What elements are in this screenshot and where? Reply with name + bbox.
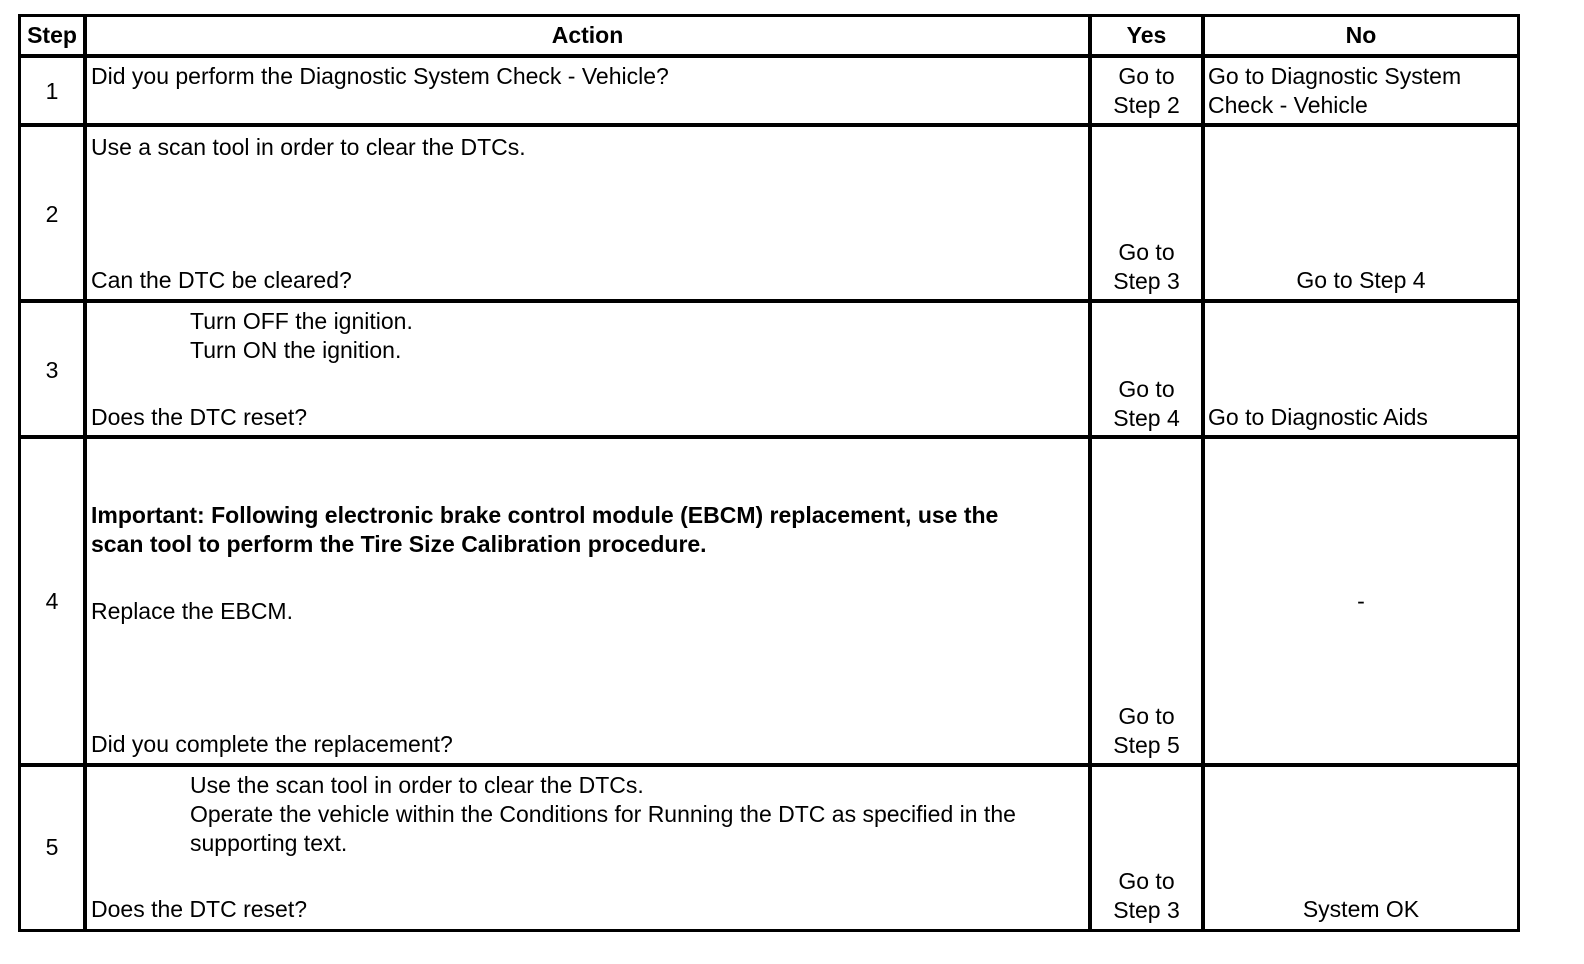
yes-cell <box>1092 238 1201 296</box>
yes-line: Step 5 <box>1113 732 1180 758</box>
header-yes: Yes <box>1126 22 1167 48</box>
header-step: Step <box>27 22 77 48</box>
yes-line: Step 2 <box>1113 92 1180 118</box>
column-divider-action <box>1088 17 1092 929</box>
action-question: Does the DTC reset? <box>91 896 308 922</box>
yes-line: Go to <box>1118 703 1175 729</box>
step-number: 5 <box>45 834 59 860</box>
yes-cell <box>1092 375 1201 433</box>
no-cell <box>1208 62 1461 120</box>
step-number: 4 <box>45 588 59 614</box>
yes-line: Step 3 <box>1113 897 1180 923</box>
yes-line: Go to <box>1118 239 1175 265</box>
no-line: System OK <box>1302 896 1420 922</box>
action-question: Can the DTC be cleared? <box>91 267 352 293</box>
action-steps <box>190 771 1016 858</box>
row-divider-1 <box>21 123 1517 127</box>
important-note <box>91 501 998 559</box>
yes-cell <box>1092 62 1201 120</box>
step-number: 1 <box>45 78 59 104</box>
column-divider-yes <box>1201 17 1205 929</box>
yes-line: Go to <box>1118 63 1175 89</box>
action-instruction: Use a scan tool in order to clear the DTCs. <box>91 134 526 160</box>
row-divider-2 <box>21 299 1517 303</box>
step-number: 3 <box>45 357 59 383</box>
no-line: - <box>1357 588 1365 614</box>
diagnostic-table <box>18 14 1520 932</box>
action-step-line: Operate the vehicle within the Conditions for Running the DTC as specified in the <box>190 801 1016 827</box>
step-number: 2 <box>45 201 59 227</box>
header-action: Action <box>551 22 624 48</box>
no-line: Go to Diagnostic System <box>1208 63 1462 89</box>
yes-cell <box>1092 702 1201 760</box>
action-step-line: Turn OFF the ignition. <box>190 308 413 334</box>
no-line: Go to Step 4 <box>1296 267 1426 293</box>
action-instruction: Replace the EBCM. <box>91 598 293 624</box>
no-line: Check - Vehicle <box>1208 92 1368 118</box>
header-no: No <box>1345 22 1377 48</box>
yes-cell <box>1092 867 1201 925</box>
action-question: Does the DTC reset? <box>91 404 308 430</box>
yes-line: Go to <box>1118 868 1175 894</box>
action-question: Did you perform the Diagnostic System Check - Vehicle? <box>91 63 669 89</box>
column-divider-step <box>83 17 87 929</box>
action-step-line: supporting text. <box>190 830 348 856</box>
yes-line: Step 3 <box>1113 268 1180 294</box>
no-line: Go to Diagnostic Aids <box>1208 404 1428 430</box>
important-line: scan tool to perform the Tire Size Calibration procedure. <box>91 531 707 557</box>
yes-line: Go to <box>1118 376 1175 402</box>
action-step-line: Turn ON the ignition. <box>190 337 402 363</box>
action-question: Did you complete the replacement? <box>91 731 453 757</box>
yes-line: Step 4 <box>1113 405 1180 431</box>
action-step-line: Use the scan tool in order to clear the DTCs. <box>190 772 644 798</box>
row-divider-header <box>21 54 1517 58</box>
action-steps <box>190 307 413 365</box>
row-divider-4 <box>21 763 1517 767</box>
row-divider-3 <box>21 435 1517 439</box>
important-line: Important: Following electronic brake control module (EBCM) replacement, use the <box>91 502 999 528</box>
